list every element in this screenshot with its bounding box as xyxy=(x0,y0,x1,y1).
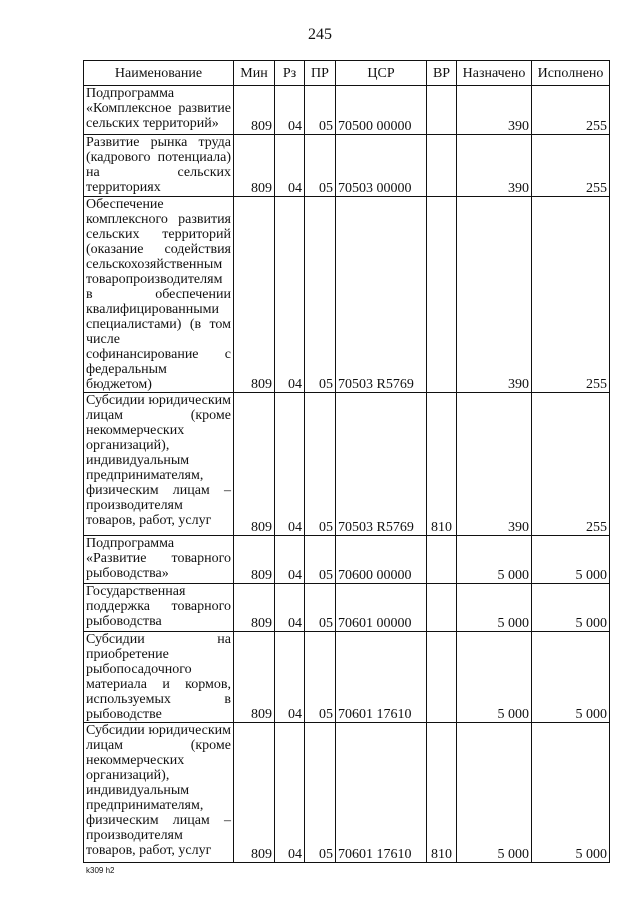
row-pr: 05 xyxy=(305,723,336,863)
row-assigned: 5 000 xyxy=(457,632,532,723)
row-executed: 5 000 xyxy=(532,584,610,632)
row-rz: 04 xyxy=(275,632,305,723)
row-assigned: 5 000 xyxy=(457,584,532,632)
row-executed: 5 000 xyxy=(532,723,610,863)
row-csr: 70503 R5769 xyxy=(336,197,427,393)
header-vr: ВР xyxy=(427,61,457,86)
header-min: Мин xyxy=(234,61,275,86)
table-row xyxy=(84,632,610,723)
row-vr xyxy=(427,135,457,197)
row-executed: 255 xyxy=(532,86,610,135)
row-vr xyxy=(427,632,457,723)
row-name: Подпрограмма «Развитие товарного рыбоводства» xyxy=(84,536,234,584)
row-rz: 04 xyxy=(275,536,305,584)
row-assigned: 390 xyxy=(457,393,532,536)
row-assigned: 390 xyxy=(457,135,532,197)
row-assigned: 5 000 xyxy=(457,723,532,863)
row-rz: 04 xyxy=(275,135,305,197)
row-min: 809 xyxy=(234,536,275,584)
row-csr: 70601 17610 xyxy=(336,723,427,863)
row-pr: 05 xyxy=(305,584,336,632)
header-rz: Рз xyxy=(275,61,305,86)
row-pr: 05 xyxy=(305,197,336,393)
row-vr: 810 xyxy=(427,723,457,863)
table-row xyxy=(84,393,610,536)
table-row xyxy=(84,723,610,863)
row-min: 809 xyxy=(234,197,275,393)
row-pr: 05 xyxy=(305,135,336,197)
row-vr xyxy=(427,584,457,632)
row-rz: 04 xyxy=(275,197,305,393)
row-pr: 05 xyxy=(305,632,336,723)
row-executed: 255 xyxy=(532,135,610,197)
row-executed: 255 xyxy=(532,197,610,393)
row-min: 809 xyxy=(234,723,275,863)
row-rz: 04 xyxy=(275,723,305,863)
page-number: 245 xyxy=(308,26,332,43)
row-vr xyxy=(427,86,457,135)
table-row xyxy=(84,197,610,393)
row-vr xyxy=(427,536,457,584)
row-name: Субсидии юридическим лицам (кроме некоммерческих организаций), индивидуальным предпринимателям, физическим лицам – производителям товаров, работ, услуг xyxy=(84,723,234,863)
row-name: Подпрограмма «Комплексное развитие сельских территорий» xyxy=(84,86,234,135)
footer-code: k309 h2 xyxy=(86,866,115,875)
row-name: Субсидии на приобретение рыбопосадочного материала и кормов, используемых в рыбоводстве xyxy=(84,632,234,723)
table-row xyxy=(84,536,610,584)
row-csr: 70601 00000 xyxy=(336,584,427,632)
row-rz: 04 xyxy=(275,393,305,536)
row-min: 809 xyxy=(234,632,275,723)
row-pr: 05 xyxy=(305,536,336,584)
row-assigned: 5 000 xyxy=(457,536,532,584)
row-csr: 70503 00000 xyxy=(336,135,427,197)
row-pr: 05 xyxy=(305,86,336,135)
row-executed: 5 000 xyxy=(532,632,610,723)
row-min: 809 xyxy=(234,86,275,135)
row-name: Развитие рынка труда (кадрового потенциала) на сельских территориях xyxy=(84,135,234,197)
header-pr: ПР xyxy=(305,61,336,86)
row-min: 809 xyxy=(234,135,275,197)
row-name: Государственная поддержка товарного рыбоводства xyxy=(84,584,234,632)
row-csr: 70600 00000 xyxy=(336,536,427,584)
row-vr: 810 xyxy=(427,393,457,536)
row-executed: 5 000 xyxy=(532,536,610,584)
row-executed: 255 xyxy=(532,393,610,536)
row-assigned: 390 xyxy=(457,86,532,135)
row-name: Обеспечение комплексного развития сельских территорий (оказание содействия сельскохозяйственным товаропроизводителям в обеспечении квалифицированными специалистами) (в том числе софинансирование с федеральным бюджетом) xyxy=(84,197,234,393)
header-csr: ЦСР xyxy=(336,61,427,86)
row-min: 809 xyxy=(234,393,275,536)
table-row xyxy=(84,135,610,197)
row-pr: 05 xyxy=(305,393,336,536)
row-assigned: 390 xyxy=(457,197,532,393)
budget-table xyxy=(83,60,610,863)
header-executed: Исполнено xyxy=(532,61,610,86)
row-csr: 70601 17610 xyxy=(336,632,427,723)
row-csr: 70500 00000 xyxy=(336,86,427,135)
row-csr: 70503 R5769 xyxy=(336,393,427,536)
row-rz: 04 xyxy=(275,584,305,632)
row-rz: 04 xyxy=(275,86,305,135)
table-row xyxy=(84,584,610,632)
row-vr xyxy=(427,197,457,393)
table-header-row xyxy=(84,61,610,86)
header-name: Наименование xyxy=(84,61,234,86)
header-assigned: Назначено xyxy=(457,61,532,86)
row-name: Субсидии юридическим лицам (кроме некоммерческих организаций), индивидуальным предпринимателям, физическим лицам – производителям товаров, работ, услуг xyxy=(84,393,234,536)
table-row xyxy=(84,86,610,135)
row-min: 809 xyxy=(234,584,275,632)
